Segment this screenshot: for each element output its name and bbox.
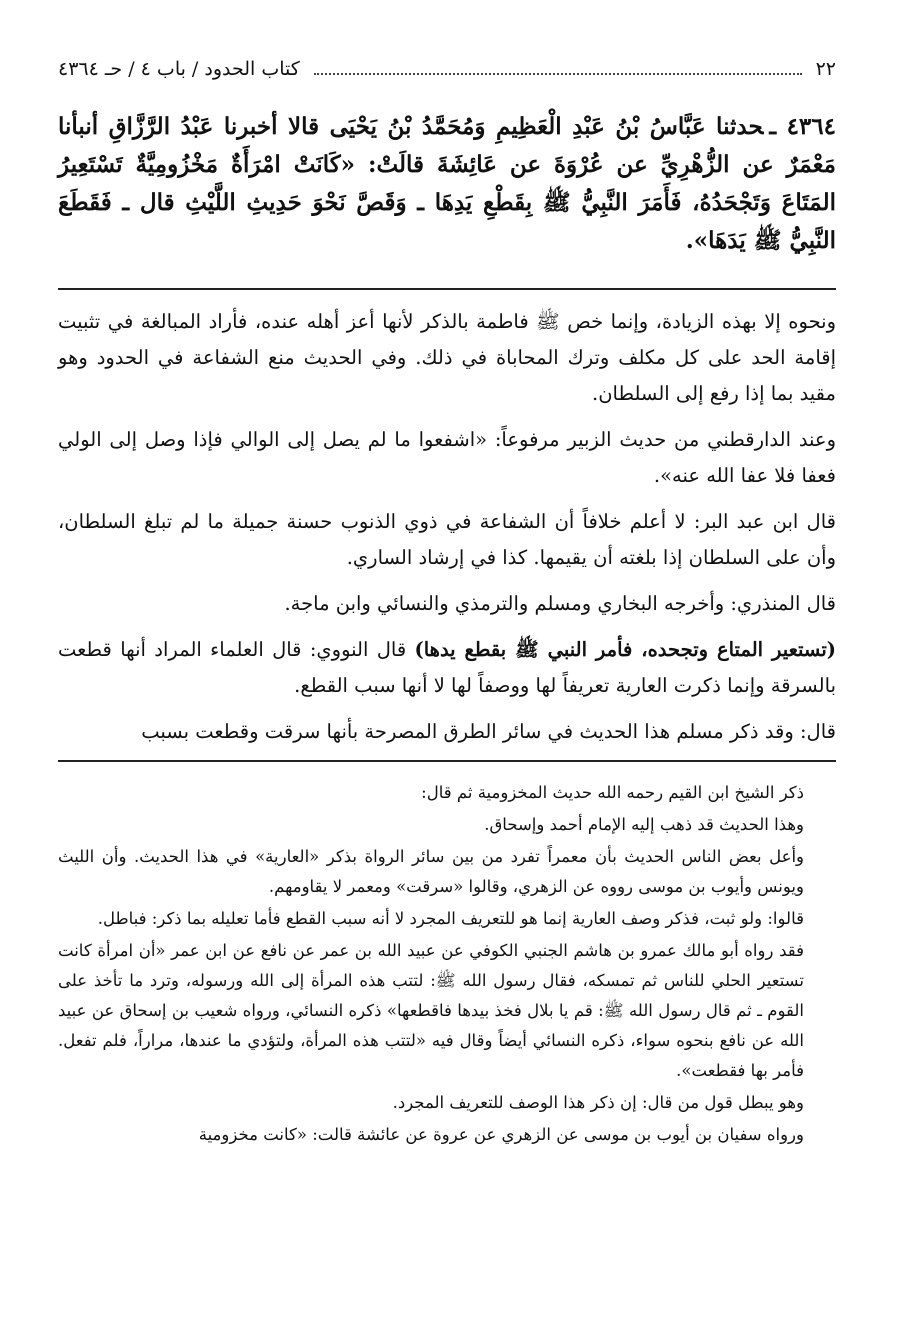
book-page xyxy=(58,58,836,1152)
footnote-line: ذكر الشيخ ابن القيم رحمه الله حديث المخزومية ثم قال: xyxy=(421,783,804,802)
commentary-lemma-explanation: قال النووي: قال العلماء المراد أنها قطعت بالسرقة وإنما ذكرت العارية تعريفاً لها ووصفاً لها لا أنها سبب القطع. xyxy=(58,638,836,697)
hadith-number: ٤٣٦٤ ـ xyxy=(769,113,836,140)
running-header xyxy=(58,58,836,88)
footnote-separator xyxy=(58,760,836,762)
commentary-paragraph: قال ابن عبد البر: لا أعلم خلافاً أن الشفاعة في ذوي الذنوب حسنة جميلة ما لم تبلغ السلطان، وأن على السلطان إذا بلغته أن يقيمها. كذا في إرشاد الساري. xyxy=(58,510,836,569)
commentary-block xyxy=(58,304,836,750)
commentary-lemma: (تستعير المتاع وتجحده، فأمر النبي ﷺ بقطع يدها) xyxy=(414,638,836,661)
commentary-paragraph: قال المنذري: وأخرجه البخاري ومسلم والترمذي والنسائي وابن ماجة. xyxy=(284,592,836,615)
hadith-body: حدثنا عَبَّاسُ بْنُ عَبْدِ الْعَظِيمِ وَمُحَمَّدُ بْنُ يَحْيَى قالا أخبرنا عَبْدُ الرَّزَّاقِ أنبأنا مَعْمَرٌ عن الزُّهْرِيِّ عن عُرْوَةَ عن عَائِشَةَ قالَتْ: «كَانَتْ امْرَأَةٌ مَخْزُومِيَّةٌ تَسْتَعِيرُ المَتَاعَ وَتَجْحَدُهُ، فَأَمَرَ النَّبِيُّ ﷺ بِقَطْعِ يَدِهَا ـ وَقَصَّ نَحْوَ حَدِيثِ اللَّيْثِ قال ـ فَقَطَعَ النَّبِيُّ ﷺ يَدَهَا». xyxy=(58,113,836,254)
footnote-line: ورواه سفيان بن أيوب بن موسى عن الزهري عن عروة عن عائشة قالت: «كانت مخزومية xyxy=(198,1125,804,1144)
commentary-paragraph: قال: وقد ذكر مسلم هذا الحديث في سائر الطرق المصرحة بأنها سرقت وقطعت بسبب xyxy=(141,720,836,743)
running-title: كتاب الحدود / باب ٤ / حـ ٤٣٦٤ xyxy=(58,58,300,80)
page-number: ٢٢ xyxy=(815,58,836,80)
commentary-paragraph xyxy=(58,632,836,704)
header-dot-leader xyxy=(314,72,802,75)
commentary-separator xyxy=(58,288,836,290)
footnote-line: وهذا الحديث قد ذهب إليه الإمام أحمد وإسحاق. xyxy=(484,815,804,834)
commentary-paragraph: ونحوه إلا بهذه الزيادة، وإنما خص ﷺ فاطمة بالذكر لأنها أعز أهله عنده، فأراد المبالغة في تثبيت إقامة الحد على كل مكلف وترك المحاباة في ذلك. وفي الحديث منع الشفاعة في الحدود وهو مقيد بما إذا رفع إلى السلطان. xyxy=(58,310,836,405)
footnote-line: وهو يبطل قول من قال: إن ذكر هذا الوصف للتعريف المجرد. xyxy=(392,1093,804,1112)
hadith-text-block xyxy=(58,108,836,260)
footnote-line: قالوا: ولو ثبت، فذكر وصف العارية إنما هو للتعريف المجرد لا أنه سبب القطع فأما تعليله بما ذكر: فباطل. xyxy=(97,909,804,928)
commentary-paragraph: وعند الدارقطني من حديث الزبير مرفوعاً: «اشفعوا ما لم يصل إلى الوالي فإذا وصل إلى الولي فعفا فلا عفا الله عنه». xyxy=(58,428,836,487)
footnote-block xyxy=(58,778,836,1150)
footnote-line: وأعل بعض الناس الحديث بأن معمراً تفرد من بين سائر الرواة بذكر «العارية» في هذا الحديث. وأن الليث ويونس وأيوب بن موسى رووه عن الزهري، وقالوا «سرقت» ومعمر لا يقاومهم. xyxy=(58,847,804,896)
footnote-line: فقد رواه أبو مالك عمرو بن هاشم الجنبي الكوفي عن عبيد الله بن عمر عن نافع عن ابن عمر «أن امرأة كانت تستعير الحلي للناس ثم تمسكه، فقال رسول الله ﷺ: لتتب هذه المرأة إلى الله ورسوله، وترد ما تأخذ على القوم ـ ثم قال رسول الله ﷺ: قم يا بلال فخذ بيدها فاقطعها» ذكره النسائي، ورواه شعيب بن إسحاق عن عبيد الله عن نافع بنحوه سواء، ذكره النسائي أيضاً وقال فيه «لتتب هذه المرأة، ولتؤدي ما عندها، مراراً، فلم تفعل. فأمر بها فقطعت». xyxy=(58,941,804,1080)
